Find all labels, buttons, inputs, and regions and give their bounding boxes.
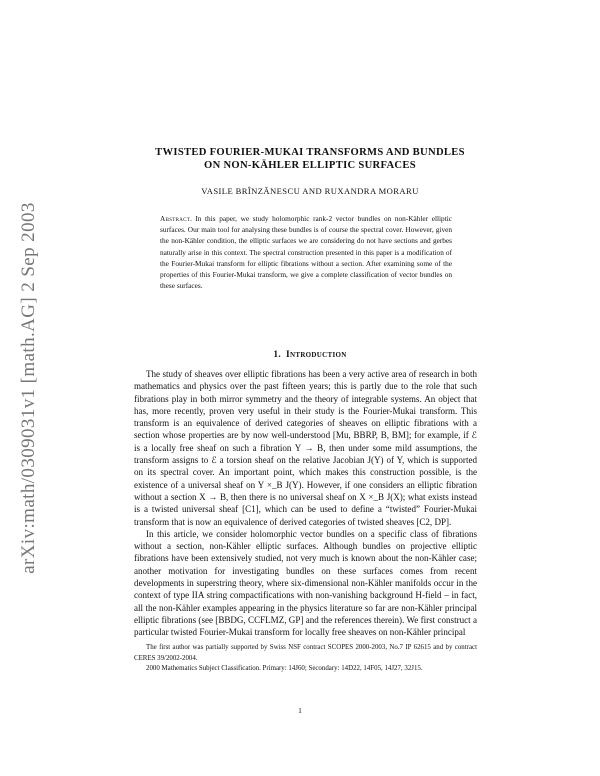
arxiv-sidebar (14, 158, 44, 618)
abstract-label: Abstract. (160, 214, 193, 223)
footnote-support: The first author was partially supported by Swiss NSF contract SCOPES 2000-2003, No.7 IP 62615 and by contract CERES 39/2002-2004. (134, 644, 477, 662)
introduction-body (134, 368, 477, 639)
paper-title (110, 146, 510, 172)
body-paragraph-1: The study of sheaves over elliptic fibrations has been a very active area of research in both mathematics and physics over the past fifteen years; this is partly due to the role that such fibrations play in both mirror symmetry and the theory of integrable systems. An object that has, more recently, proven very useful in their study is the Fourier-Mukai transform. This transform is an equivalence of derived categories of sheaves on elliptic fibrations with a section whose properties are by now well-understood [Mu, BBRP, B, BM]; for example, if ℰ is a locally free sheaf on such a fibration Y → B, then under some mild assumptions, the transform assigns to ℰ a torsion sheaf on the relative Jacobian J(Y) of Y, which is supported on its spectral cover. An important point, which makes this construction possible, is the existence of a universal sheaf on Y ×_B J(Y). However, if one considers an elliptic fibration without a section X → B, then there is no universal sheaf on X ×_B J(X); what exists instead is a twisted universal sheaf [C1], which can be used to define a “twisted” Fourier-Mukai transform that is now an equivalence of derived categories of twisted sheaves [C2, DP]. (134, 369, 477, 527)
page-number: 1 (298, 706, 302, 715)
section-number: 1. (273, 350, 282, 360)
footnotes (134, 643, 477, 675)
abstract-text: In this paper, we study holomorphic rank-2 vector bundles on non-Kähler elliptic surfaces. Our main tool for analysing these bundles is of course the spectral cover. However, given the non-Kähler condition, the elliptic surfaces we are considering do not have sections and gerbes naturally arise in this context. The spectral construction presented in this paper is a modification of the Fourier-Mukai transform for elliptic fibrations without a section. After examining some of the properties of this Fourier-Mukai transform, we give a complete classification of vector bundles on these surfaces. (160, 214, 452, 291)
footnote-msc: 2000 Mathematics Subject Classification. Primary: 14J60; Secondary: 14D22, 14F05, 14J27, 32J15. (146, 665, 423, 673)
authors: VASILE BRÎNZĂNESCU AND RUXANDRA MORARU (201, 186, 419, 196)
title-line-2: ON NON-KÄHLER ELLIPTIC SURFACES (204, 160, 416, 171)
abstract (160, 213, 452, 291)
section-heading (110, 350, 510, 360)
title-line-1: TWISTED FOURIER-MUKAI TRANSFORMS AND BUNDLES (155, 147, 465, 158)
body-paragraph-2: In this article, we consider holomorphic vector bundles on a specific class of fibrations without a section, non-Kähler elliptic surfaces. Although bundles on projective elliptic fibrations have been extensively studied, not very much is known about the non-Kähler case; another motivation for investigating bundles on these surfaces comes from recent developments in superstring theory, where six-dimensional non-Kähler manifolds occur in the context of type IIA string compactifications with non-vanishing background H-field – in fact, all the non-Kähler examples appearing in the physics literature so far are non-Kähler principal elliptic fibrations (see [BBDG, CCFLMZ, GP] and the references therein). We first construct a particular twisted Fourier-Mukai transform for locally free sheaves on non-Kähler principal (134, 528, 477, 638)
arxiv-identifier: arXiv:math/0309031v1 [math.AG] 2 Sep 2003 (18, 202, 39, 574)
section-title: Introduction (286, 350, 347, 360)
